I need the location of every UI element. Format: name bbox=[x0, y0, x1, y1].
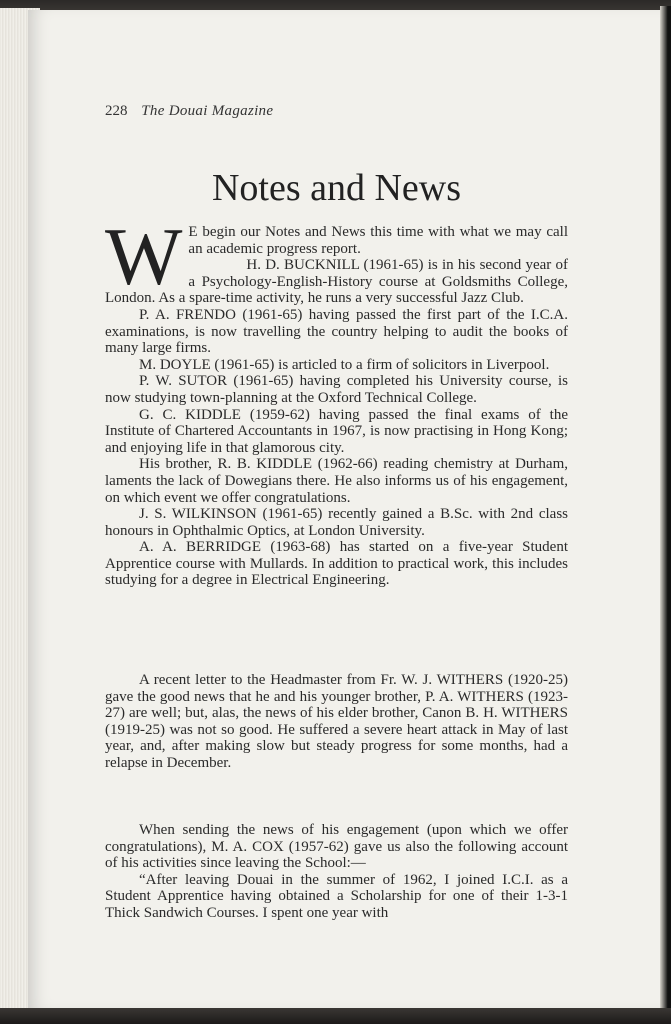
cox-section bbox=[105, 822, 568, 922]
news-paragraph: J. S. WILKINSON (1961-65) recently gained a B.Sc. with 2nd class honours in Ophthalmic Optics, at London University. bbox=[105, 506, 568, 539]
news-paragraph: M. DOYLE (1961-65) is articled to a firm of solicitors in Liverpool. bbox=[139, 356, 550, 373]
magazine-title: The Douai Magazine bbox=[141, 103, 274, 119]
news-paragraph: H. D. BUCKNILL (1961-65) is in his second year of a Psychology-English-History course at Goldsmiths College, London. As a spare-time activity, he runs a very successful Jazz Club. bbox=[105, 257, 568, 307]
article-title: Notes and News bbox=[211, 167, 462, 209]
news-paragraph: P. W. SUTOR (1961-65) having completed his University course, is now studying town-planning at the Oxford Technical College. bbox=[105, 373, 568, 406]
news-paragraph: A recent letter to the Headmaster from Fr. W. J. WITHERS (1920-25) gave the good news that he and his younger brother, P. A. WITHERS (1923-27) are well; but, alas, the news of his elder brother, Canon B. H. WITHERS (1919-25) was not so good. He suffered a severe heart attack in May of last year, and, after making slow but steady progress for some months, had a relapse in December. bbox=[105, 672, 568, 771]
news-paragraph: P. A. FRENDO (1961-65) having passed the first part of the I.C.A. examinations, is now travelling the country helping to audit the books of many large firms. bbox=[105, 306, 568, 357]
binding-bottom bbox=[0, 1008, 671, 1024]
academic-progress-section bbox=[105, 211, 568, 589]
news-paragraph: His brother, R. B. KIDDLE (1962-66) reading chemistry at Durham, laments the lack of Dowegians there. He also informs us of his engagement, on which event we offer congratulations. bbox=[105, 456, 568, 506]
page-number: 228 bbox=[105, 103, 128, 119]
withers-section bbox=[105, 672, 568, 772]
news-paragraph: G. C. KIDDLE (1959-62) having passed the final exams of the Institute of Chartered Accountants in 1967, is now practising in Hong Kong; and enjoying life in that glamorous city. bbox=[105, 406, 568, 456]
drop-cap: W bbox=[105, 211, 181, 302]
news-paragraph: A. A. BERRIDGE (1963-68) has started on a five-year Student Apprentice course with Mullards. In addition to practical work, this includes studying for a degree in Electrical Engineering. bbox=[105, 539, 568, 589]
news-paragraph: “After leaving Douai in the summer of 1962, I joined I.C.I. as a Student Apprentice having obtained a Scholarship for one of their 1-3-1 Thick Sandwich Courses. I spent one year with bbox=[105, 871, 568, 921]
page-right-edge bbox=[660, 6, 671, 1010]
running-header bbox=[105, 103, 273, 120]
intro-paragraph: E begin our Notes and News this time with what we may call an academic progress report. bbox=[188, 224, 568, 257]
news-paragraph: When sending the news of his engagement (upon which we offer congratulations), M. A. COX (1957-62) gave us also the following account of his activities since leaving the School:— bbox=[105, 822, 568, 872]
